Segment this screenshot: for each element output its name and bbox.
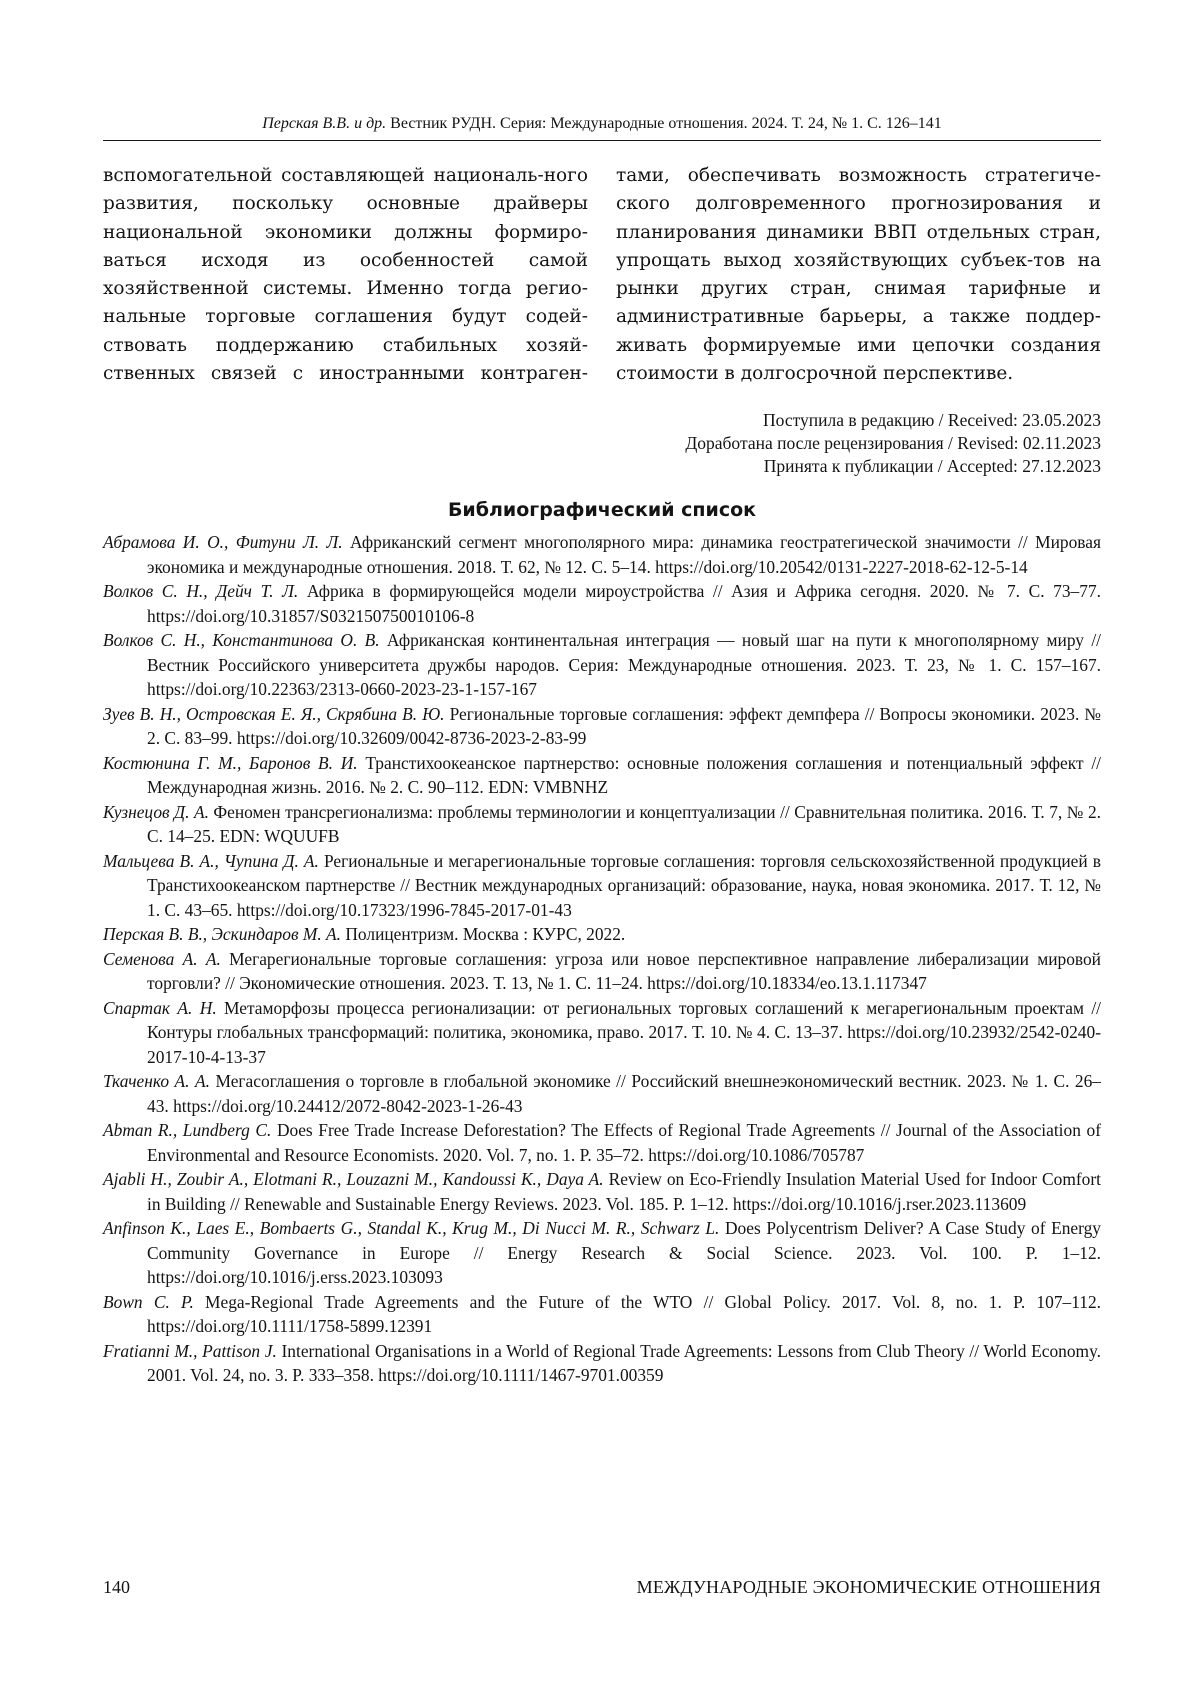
reference-authors: Кузнецов Д. А. <box>103 802 209 822</box>
body-text-right-column: тами, обеспечивать возможность стратегиче-ского долговременного прогнозирования и планирования динамики ВВП отдельных стран, упрощать выход хозяйствующих субъек-тов на рынки других стран, снимая тарифные и административные барьеры, а также поддер-живать формируемые ими цепочки создания стоимости в долгосрочной перспективе. <box>616 162 1101 388</box>
revised-date: Доработана после рецензирования / Revised: 02.11.2023 <box>560 432 1101 455</box>
reference-text: Does Free Trade Increase Deforestation? The Effects of Regional Trade Agreements // Journal of the Association of Environmental and Resource Economists. 2020. Vol. 7, no. 1. P. 35–72. https://doi.org/10.1086/705787 <box>147 1120 1101 1165</box>
reference-item <box>103 849 1101 923</box>
reference-item <box>103 1290 1101 1339</box>
reference-authors: Abman R., Lundberg C. <box>103 1120 271 1140</box>
reference-authors: Перская В. В., Эскиндаров М. А. <box>103 924 341 944</box>
reference-item <box>103 579 1101 628</box>
article-dates <box>560 409 1101 478</box>
journal-page <box>0 0 1200 1698</box>
reference-authors: Ajabli H., Zoubir A., Elotmani R., Louzazni M., Kandoussi K., Daya A. <box>103 1169 604 1189</box>
reference-authors: Волков С. Н., Константинова О. В. <box>103 630 380 650</box>
reference-authors: Костюнина Г. М., Баронов В. И. <box>103 753 358 773</box>
reference-item <box>103 751 1101 800</box>
reference-item <box>103 1069 1101 1118</box>
reference-authors: Anfinson K., Laes E., Bombaerts G., Standal K., Krug M., Di Nucci M. R., Schwarz L. <box>103 1218 719 1238</box>
reference-authors: Абрамова И. О., Фитуни Л. Л. <box>103 532 343 552</box>
reference-list <box>103 530 1101 1388</box>
reference-item <box>103 1167 1101 1216</box>
reference-text: Африканская континентальная интеграция — новый шаг на пути к многополярному миру // Вестник Российского университета дружбы народов. Серия: Международные отношения. 2023. Т. 23, № 1. С. 157–167. https://doi.org/10.22363/2313-0660-2023-23-1-157-167 <box>147 630 1101 699</box>
reference-item <box>103 530 1101 579</box>
reference-text: Мегасоглашения о торговле в глобальной экономике // Российский внешнеэкономический вестник. 2023. № 1. С. 26–43. https://doi.org/10.24412/2072-8042-2023-1-26-43 <box>147 1071 1101 1116</box>
reference-item <box>103 1339 1101 1388</box>
reference-text: Мегарегиональные торговые соглашения: угроза или новое перспективное направление либерализации мировой торговли? // Экономические отношения. 2023. Т. 13, № 1. С. 11–24. https://doi.org/10.18334/eo.13.1.117347 <box>147 949 1101 994</box>
accepted-date: Принята к публикации / Accepted: 27.12.2023 <box>560 455 1101 478</box>
reference-item <box>103 702 1101 751</box>
reference-authors: Зуев В. Н., Островская Е. Я., Скрябина В. Ю. <box>103 704 445 724</box>
reference-item <box>103 628 1101 702</box>
reference-text: Review on Eco-Friendly Insulation Material Used for Indoor Comfort in Building // Renewable and Sustainable Energy Reviews. 2023. Vol. 185. P. 1–12. https://doi.org/10.1016/j.rser.2023.113609 <box>147 1169 1101 1214</box>
header-divider <box>103 140 1101 141</box>
running-header <box>103 114 1101 134</box>
reference-authors: Ткаченко А. А. <box>103 1071 210 1091</box>
reference-authors: Волков С. Н., Дейч Т. Л. <box>103 581 298 601</box>
reference-text: Mega-Regional Trade Agreements and the Future of the WTO // Global Policy. 2017. Vol. 8, no. 1. P. 107–112. https://doi.org/10.1111/1758-5899.12391 <box>147 1292 1101 1337</box>
reference-authors: Bown C. P. <box>103 1292 194 1312</box>
reference-text: Does Polycentrism Deliver? A Case Study of Energy Community Governance in Europe // Energy Research & Social Science. 2023. Vol. 100. P. 1–12. https://doi.org/10.1016/j.erss.2023.103093 <box>147 1218 1101 1287</box>
reference-item <box>103 996 1101 1070</box>
footer-section-title: МЕЖДУНАРОДНЫЕ ЭКОНОМИЧЕСКИЕ ОТНОШЕНИЯ <box>637 1576 1101 1598</box>
bibliography-title: Библиографический список <box>103 498 1101 522</box>
reference-text: Региональные торговые соглашения: эффект демпфера // Вопросы экономики. 2023. № 2. С. 83–99. https://doi.org/10.32609/0042-8736-2023-2-83-99 <box>147 704 1101 749</box>
reference-authors: Fratianni M., Pattison J. <box>103 1341 277 1361</box>
reference-item <box>103 947 1101 996</box>
reference-text: Полицентризм. Москва : КУРС, 2022. <box>341 924 625 944</box>
received-date: Поступила в редакцию / Received: 23.05.2023 <box>560 409 1101 432</box>
reference-text: Африка в формирующейся модели мироустройства // Азия и Африка сегодня. 2020. № 7. С. 73–77. https://doi.org/10.31857/S032150750010106-8 <box>147 581 1101 626</box>
reference-text: International Organisations in a World of Regional Trade Agreements: Lessons from Club Theory // World Economy. 2001. Vol. 24, no. 3. P. 333–358. https://doi.org/10.1111/1467-9701.00359 <box>147 1341 1101 1386</box>
reference-text: Транстихоокеанское партнерство: основные положения соглашения и потенциальный эффект // Международная жизнь. 2016. № 2. С. 90–112. EDN: VMBNHZ <box>147 753 1101 798</box>
reference-text: Феномен трансрегионализма: проблемы терминологии и концептуализации // Сравнительная политика. 2016. Т. 7, № 2. С. 14–25. EDN: WQUUFB <box>147 802 1101 847</box>
reference-text: Региональные и мегарегиональные торговые соглашения: торговля сельскохозяйственной продукцией в Транстихоокеанском партнерстве // Вестник международных организаций: образование, наука, новая экономика. 2017. Т. 12, № 1. С. 43–65. https://doi.org/10.17323/1996-7845-2017-01-43 <box>147 851 1101 920</box>
reference-authors: Мальцева В. А., Чупина Д. А. <box>103 851 319 871</box>
reference-item <box>103 922 1101 947</box>
header-journal: Вестник РУДН. Серия: Международные отношения. 2024. Т. 24, № 1. С. 126–141 <box>390 115 942 132</box>
reference-authors: Семенова А. А. <box>103 949 221 969</box>
reference-text: Африканский сегмент многополярного мира: динамика геостратегической значимости // Мировая экономика и международные отношения. 2018. Т. 62, № 12. С. 5–14. https://doi.org/10.20542/0131-2227-2018-62-12-5-14 <box>147 532 1101 577</box>
reference-item <box>103 1118 1101 1167</box>
reference-item <box>103 1216 1101 1290</box>
header-authors: Перская В.В. и др. <box>262 115 386 132</box>
body-text-left-column: вспомогательной составляющей националь-ного развития, поскольку основные драйверы национальной экономики должны формиро-ваться исходя из особенностей самой хозяйственной системы. Именно тогда регио-нальные торговые соглашения будут содей-ствовать поддержанию стабильных хозяй-ственных связей с иностранными контраген- <box>103 162 588 388</box>
reference-authors: Спартак А. Н. <box>103 998 217 1018</box>
reference-item <box>103 800 1101 849</box>
reference-text: Метаморфозы процесса регионализации: от региональных торговых соглашений к мегарегиональным проектам // Контуры глобальных трансформаций: политика, экономика, право. 2017. Т. 10. № 4. С. 13–37. https://doi.org/10.23932/2542-0240-2017-10-4-13-37 <box>147 998 1101 1067</box>
page-number: 140 <box>103 1576 130 1598</box>
